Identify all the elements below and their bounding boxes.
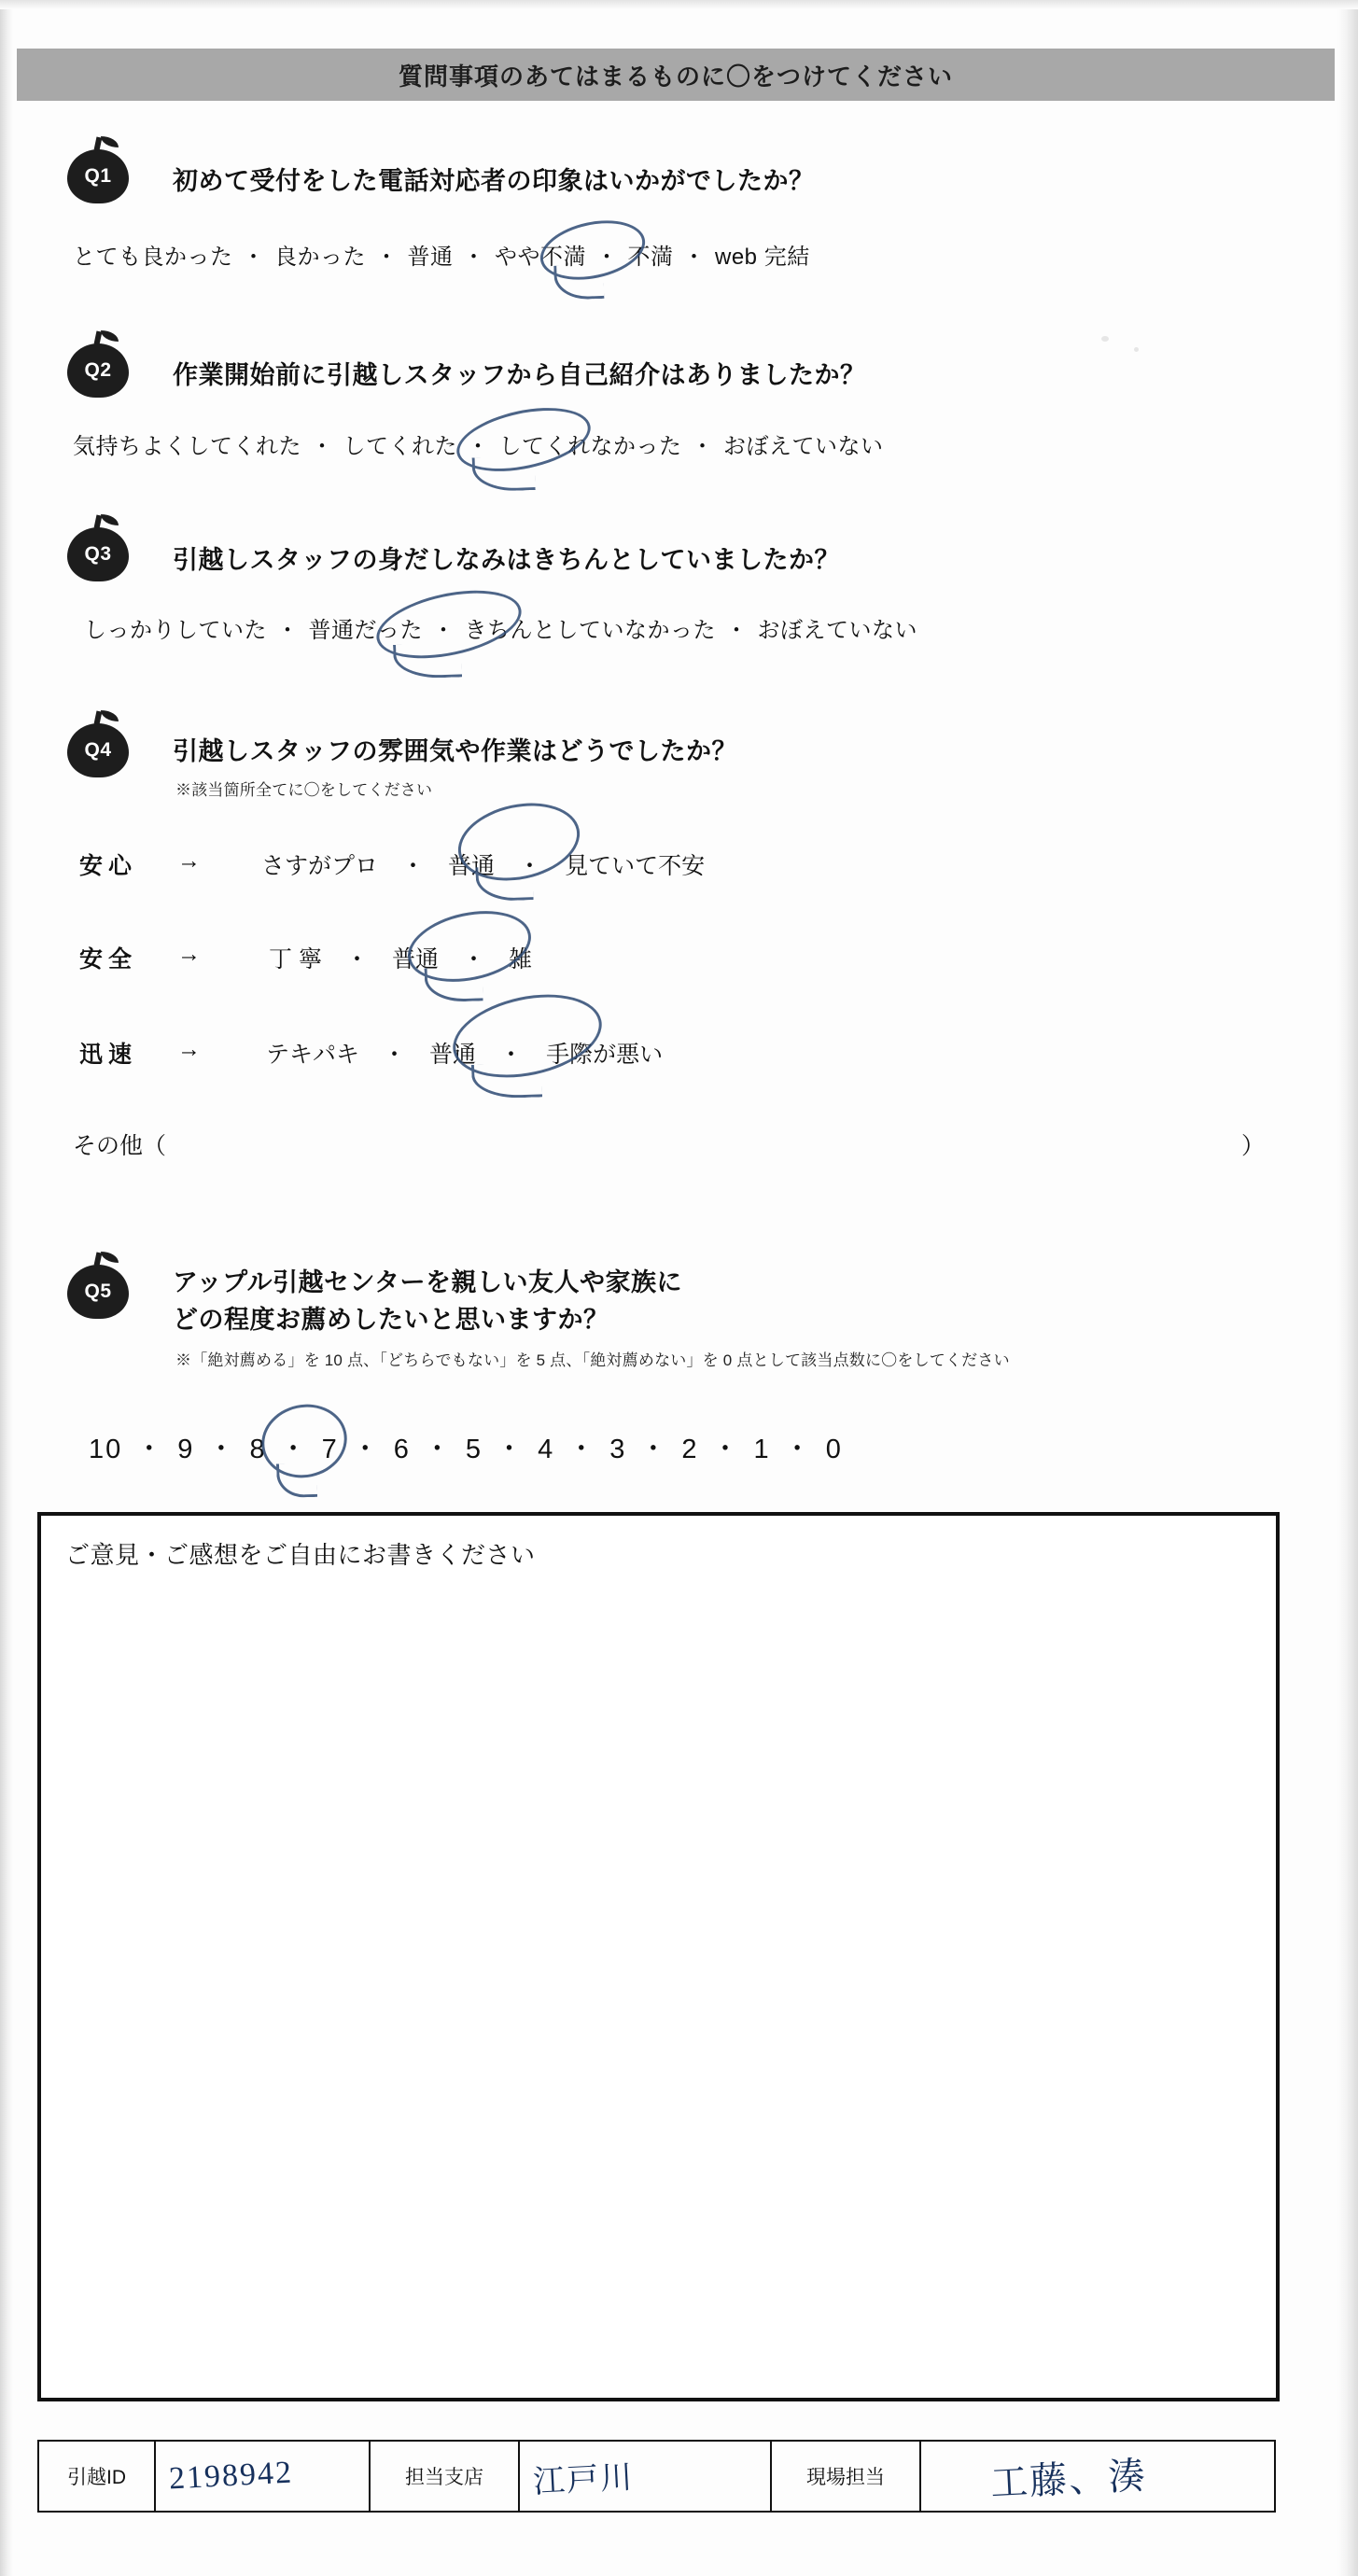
q3-title: 引越しスタッフの身だしなみはきちんとしていましたか？ [173, 546, 840, 574]
footer-label-move-id: 引越ID [39, 2442, 156, 2511]
q2-option-0[interactable]: 気持ちよくしてくれた [73, 434, 301, 459]
q4-row-0-arrow: → [177, 847, 201, 874]
q2-option-1[interactable]: してくれた [343, 434, 457, 459]
q1-badge-label: Q1 [84, 165, 112, 187]
q4-row-2-option-2[interactable]: 手際が悪い [546, 1042, 664, 1068]
footer-label-staff: 現場担当 [772, 2442, 921, 2511]
header-band [17, 49, 1335, 101]
q4-row-1-option-2[interactable]: 雑 [509, 946, 533, 973]
badge-leaf-icon [101, 1252, 119, 1263]
page-title: 質問事項のあてはまるものに〇をつけてください [398, 62, 953, 91]
scan-edge-right [1337, 0, 1358, 2576]
q5-scale-3[interactable]: 7 [321, 1435, 339, 1464]
q2-badge-label: Q2 [84, 359, 112, 381]
footer-branch-handwriting: 江戸川 [532, 2459, 636, 2500]
q5-note: ※「絶対薦める」を 10 点、「どちらでもない」を 5 点、「絶対薦めない」を 0 点として該当点数に〇をしてください [175, 1351, 1010, 1369]
footer-value-staff[interactable] [921, 2442, 1274, 2511]
q4-title: 引越しスタッフの雰囲気や作業はどうでしたか？ [173, 737, 737, 765]
q4-row-0-label: 安心 [79, 853, 138, 879]
badge-leaf-icon [101, 514, 119, 525]
q5-title-line1: アップル引越センターを親しい友人や家族に [173, 1268, 682, 1296]
footer-move-id-handwriting: 2198942 [168, 2455, 294, 2497]
q4-row-0-option-0[interactable]: さすがプロ [261, 853, 379, 879]
q3-option-2[interactable]: きちんとしていなかった [464, 618, 716, 643]
q1-badge [67, 149, 129, 203]
q4-row-2-option-0[interactable]: テキパキ [266, 1042, 360, 1068]
q1-option-2[interactable]: 普通 [407, 245, 454, 270]
q2-option-3[interactable]: おぼえていない [723, 434, 884, 459]
q1-options: とても良かった ・ 良かった ・ 普通 ・ やや不満 ・ 不満 ・ web 完結 [73, 238, 810, 271]
q3-option-1[interactable]: 普通だった [308, 618, 423, 643]
q4-other-close: ） [1241, 1133, 1266, 1159]
q2-title: 作業開始前に引越しスタッフから自己紹介はありましたか？ [173, 361, 866, 389]
footer-value-branch[interactable] [520, 2442, 772, 2511]
q5-scale-5[interactable]: 5 [465, 1435, 483, 1464]
footer-table [37, 2440, 1276, 2513]
scan-speck [1101, 336, 1109, 342]
q1-option-3[interactable]: やや不満 [495, 245, 586, 270]
q4-row-0-option-2[interactable]: 見ていて不安 [565, 853, 706, 879]
q5-title-line2: どの程度お薦めしたいと思いますか？ [173, 1306, 609, 1334]
q4-row-2-options: テキパキ ・ 普通 ・ 手際が悪い [266, 1042, 664, 1068]
q4-row-1-label: 安全 [79, 946, 138, 973]
q4-badge-label: Q4 [84, 739, 112, 761]
scan-edge-left [0, 0, 13, 2576]
q2-options: 気持ちよくしてくれた ・ してくれた ・ してくれなかった ・ おぼえていない [73, 427, 884, 460]
q4-row-1-options: 丁 寧 ・ 普通 ・ 雑 [269, 946, 533, 973]
q3-option-0[interactable]: しっかりしていた [84, 618, 267, 643]
q4-note: ※該当箇所全てに〇をしてください [175, 781, 433, 799]
q4-row-0-options: さすがプロ ・ 普通 ・ 見ていて不安 [261, 853, 706, 879]
scan-speck [1134, 347, 1139, 352]
q5-badge-label: Q5 [84, 1281, 112, 1302]
scan-edge-top [0, 0, 1358, 9]
q1-title: 初めて受付をした電話対応者の印象はいかがでしたか？ [173, 167, 815, 195]
q4-row-1-arrow: → [177, 941, 201, 967]
badge-leaf-icon [101, 136, 119, 147]
q5-scale: 10 ・ 9 ・ 8 ・ 7 ・ 6 ・ 5 ・ 4 ・ 3 ・ 2 ・ 1 ・ 0 [89, 1435, 843, 1464]
q5-scale-9[interactable]: 1 [753, 1435, 771, 1464]
q4-row-2-option-1[interactable]: 普通 [429, 1042, 477, 1068]
q5-scale-4[interactable]: 6 [393, 1435, 411, 1464]
q4-row-2-label: 迅速 [79, 1042, 138, 1068]
q1-option-1[interactable]: 良かった [274, 245, 366, 270]
badge-leaf-icon [101, 710, 119, 721]
q5-scale-1[interactable]: 9 [177, 1435, 195, 1464]
q5-scale-7[interactable]: 3 [609, 1435, 627, 1464]
q2-option-2[interactable]: してくれなかった [498, 434, 682, 459]
comment-box-label: ご意見・ご感想をご自由にお書きください [65, 1541, 536, 1569]
q4-badge [67, 723, 129, 777]
q1-option-5[interactable]: web 完結 [715, 245, 810, 270]
q3-options: しっかりしていた ・ 普通だった ・ きちんとしていなかった ・ おぼえていない [84, 611, 917, 644]
q4-row-1-option-1[interactable]: 普通 [391, 946, 439, 973]
q5-scale-10[interactable]: 0 [825, 1435, 843, 1464]
q4-row-2-arrow: → [177, 1036, 201, 1062]
footer-value-move-id[interactable] [156, 2442, 371, 2511]
q4-other-label: その他（ [73, 1133, 167, 1159]
badge-leaf-icon [101, 330, 119, 342]
q5-scale-0[interactable]: 10 [89, 1435, 123, 1464]
q3-option-3[interactable]: おぼえていない [757, 618, 917, 643]
q3-badge-label: Q3 [84, 543, 112, 565]
q5-scale-6[interactable]: 4 [538, 1435, 555, 1464]
q5-scale-8[interactable]: 2 [681, 1435, 699, 1464]
q1-option-0[interactable]: とても良かった [73, 245, 233, 270]
q1-option-4[interactable]: 不満 [627, 245, 674, 270]
q4-row-0-option-1[interactable]: 普通 [448, 853, 496, 879]
comment-box[interactable] [37, 1512, 1280, 2401]
q5-scale-2[interactable]: 8 [249, 1435, 267, 1464]
q5-badge [67, 1265, 129, 1319]
q2-badge [67, 343, 129, 398]
q4-row-1-option-0[interactable]: 丁 寧 [269, 946, 322, 973]
footer-label-branch: 担当支店 [371, 2442, 520, 2511]
footer-staff-handwriting: 工藤、湊 [989, 2454, 1149, 2504]
q3-badge [67, 527, 129, 581]
